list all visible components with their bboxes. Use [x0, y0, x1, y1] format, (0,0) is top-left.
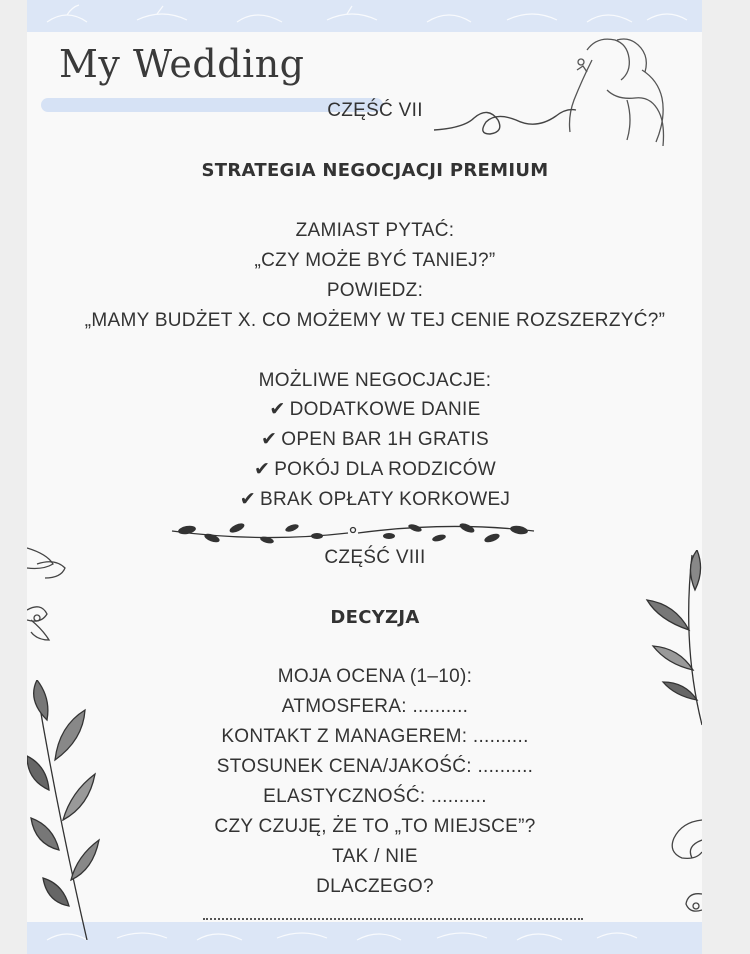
- section-8-line-7: TAK / NIE: [332, 846, 418, 867]
- bottom-floral-pattern-icon: [27, 922, 702, 954]
- checkmark-icon: ✔: [261, 428, 278, 450]
- section-7-line-2: „CZY MOŻE BYĆ TANIEJ?”: [254, 250, 496, 271]
- top-decorative-band: [27, 0, 702, 32]
- section-7-heading: STRATEGIA NEGOCJACJI PREMIUM: [201, 160, 549, 181]
- checkmark-icon: ✔: [269, 398, 286, 420]
- negotiation-item: [0, 398, 750, 421]
- negotiation-item: [0, 428, 750, 451]
- dotted-answer-line: [203, 908, 583, 920]
- top-floral-pattern-icon: [27, 0, 702, 32]
- negotiation-list-title: MOŻLIWE NEGOCJACJE:: [258, 370, 492, 391]
- section-8-line-1: MOJA OCENA (1–10):: [277, 666, 473, 687]
- checkmark-icon: ✔: [239, 488, 256, 510]
- negotiation-item-label: DODATKOWE DANIE: [289, 399, 481, 420]
- checkmark-icon: ✔: [253, 458, 271, 480]
- negotiation-item-label: BRAK OPŁATY KORKOWEJ: [259, 489, 511, 510]
- bottom-decorative-band: [27, 922, 702, 954]
- section-8-line-5: ELASTYCZNOŚĆ: ..........: [263, 786, 487, 807]
- negotiation-item: [0, 458, 750, 481]
- brand-title: My Wedding: [59, 42, 305, 86]
- section-8-line-3: KONTAKT Z MANAGEREM: ..........: [221, 726, 529, 747]
- negotiation-item-label: POKÓJ DLA RODZICÓW: [274, 459, 497, 480]
- left-leaf-branch-icon: [27, 680, 117, 940]
- section-7-line-1: ZAMIAST PYTAĆ:: [295, 220, 455, 241]
- section-8-line-8: DLACZEGO?: [316, 876, 434, 897]
- section-8-line-2: ATMOSFERA: ..........: [281, 696, 469, 717]
- section-8-label: CZĘŚĆ VIII: [324, 547, 426, 568]
- section-7-line-4: „MAMY BUDŻET X. CO MOŻEMY W TEJ CENIE ROZSZERZYĆ?”: [84, 310, 666, 331]
- negotiation-item: [0, 488, 750, 511]
- negotiation-item-label: OPEN BAR 1H GRATIS: [281, 429, 489, 450]
- section-8-heading: DECYZJA: [330, 607, 420, 628]
- section-7-label: CZĘŚĆ VII: [327, 100, 423, 121]
- section-7-line-3: POWIEDZ:: [326, 280, 424, 301]
- section-8-line-6: CZY CZUJĘ, ŻE TO „TO MIEJSCE”?: [214, 816, 536, 837]
- section-8-line-4: STOSUNEK CENA/JAKOŚĆ: ..........: [216, 756, 534, 777]
